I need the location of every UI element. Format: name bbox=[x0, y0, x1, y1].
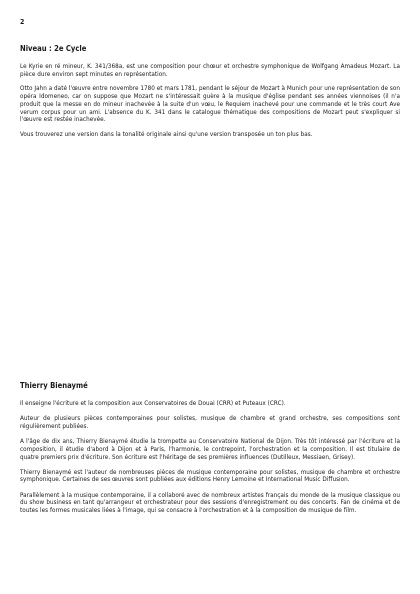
composer-heading: Thierry Bienaymé bbox=[20, 381, 88, 390]
bio-works-paragraph: Auteur de plusieurs pièces contemporaines pour solistes, musique de chambre et grand orchestre, ses compositions sont régulièrement publiées. bbox=[20, 415, 400, 430]
bio-collaborations-paragraph: Parallèlement à la musique contemporaine, il a collaboré avec de nombreux artistes français du monde de la musique classique ou du show business en tant qu'arrangeur et orchestrateur pour des sessions d'enregistrement ou des concerts. Fan de cinéma et de toutes les formes musicales liées à l'image, qui se consacre à l'orchestration et à la composition de musique de film. bbox=[20, 491, 400, 515]
composer-bio-section bbox=[20, 381, 400, 522]
kyrie-history-paragraph: Otto Jahn a daté l'œuvre entre novembre 1780 et mars 1781, pendant le séjour de Mozart à Munich pour une représentation de son opéra Idomeneo, car on suppose que Mozart ne s'intéressait guère à la musique d'église pendant ses années viennoises (il n'a produit que la messe en do mineur inachevée à la suite d'un vœu, le Requiem inachevé pour une commande et le très court Ave verum corpus pour un ami. L'absence du K. 341 dans le catalogue thématique des compositions de Mozart peut s'expliquer si l'œuvre est restée inachevée. bbox=[20, 85, 400, 124]
level-section bbox=[20, 44, 400, 146]
bio-teaching-paragraph: Il enseigne l'écriture et la composition aux Conservatoires de Douai (CRR) et Puteaux (CRC). bbox=[20, 400, 286, 407]
level-heading: Niveau : 2e Cycle bbox=[20, 44, 87, 53]
bio-publications-paragraph: Thierry Bienaymé est l'auteur de nombreuses pièces de musique contemporaine pour solistes, musique de chambre et orchestre symphonique. Certaines de ses œuvres sont publiées aux éditions Henry Lemoine et International Music Diffusion. bbox=[20, 468, 400, 484]
page-number: 2 bbox=[20, 18, 25, 26]
bio-education-paragraph: A l'âge de dix ans, Thierry Bienaymé étudie la trompette au Conservatoire National de Dijon. Très tôt intéressé par l'écriture et la composition, il étudie d'abord à Dijon et à Paris, l'harmonie, le contrepoint, l'orchestration et la composition. Il est titulaire de quatre premiers prix d'écriture. Son écriture est l'héritage de ses premières influences (Dutilleux, Messiaen, Grisey). bbox=[20, 438, 400, 461]
kyrie-intro-paragraph: Le Kyrie en ré mineur, K. 341/368a, est une composition pour chœur et orchestre symphonique de Wolfgang Amadeus Mozart. La pièce dure environ sept minutes en représentation. bbox=[20, 63, 400, 78]
versions-paragraph: Vous trouverez une version dans la tonalité originale ainsi qu'une version transposée un ton plus bas. bbox=[20, 130, 313, 138]
